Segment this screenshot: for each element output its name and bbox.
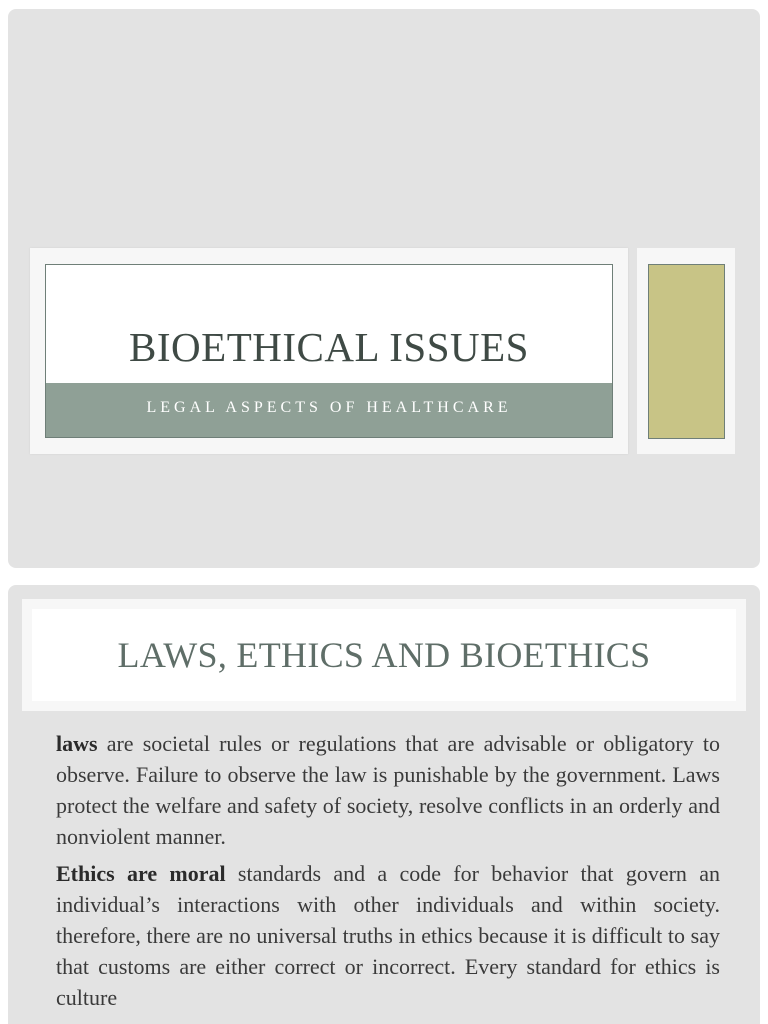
paragraph-lead: laws (56, 731, 98, 756)
slide-subtitle: LEGAL ASPECTS OF HEALTHCARE (146, 399, 512, 416)
title-panel (30, 248, 628, 454)
heading-box (32, 609, 736, 701)
paragraph-ethics (56, 858, 720, 1013)
accent-block (648, 264, 725, 439)
paragraph-body: are societal rules or regulations that are advisable or obligatory to observe. Failure to observe the law is punishable by the government. Laws protect the welfare and safety of society, resolve conflicts in an orderly and nonviolent manner. (56, 731, 720, 849)
title-slide (8, 9, 760, 568)
heading-panel (22, 599, 746, 711)
title-box (45, 264, 613, 438)
subtitle-band (46, 383, 612, 437)
body-text (56, 728, 720, 1019)
paragraph-laws (56, 728, 720, 852)
paragraph-body: standards and a code for behavior that govern an individual’s interactions with other individuals and within society. therefore, there are no universal truths in ethics because it is difficult to say that customs are either correct or incorrect. Every standard for ethics is culture (56, 861, 720, 1010)
paragraph-lead: Ethics are moral (56, 861, 226, 886)
accent-panel (637, 248, 735, 454)
slide-heading: LAWS, ETHICS AND BIOETHICS (117, 635, 651, 675)
slide-title: BIOETHICAL ISSUES (129, 324, 529, 370)
content-slide (8, 585, 760, 1024)
